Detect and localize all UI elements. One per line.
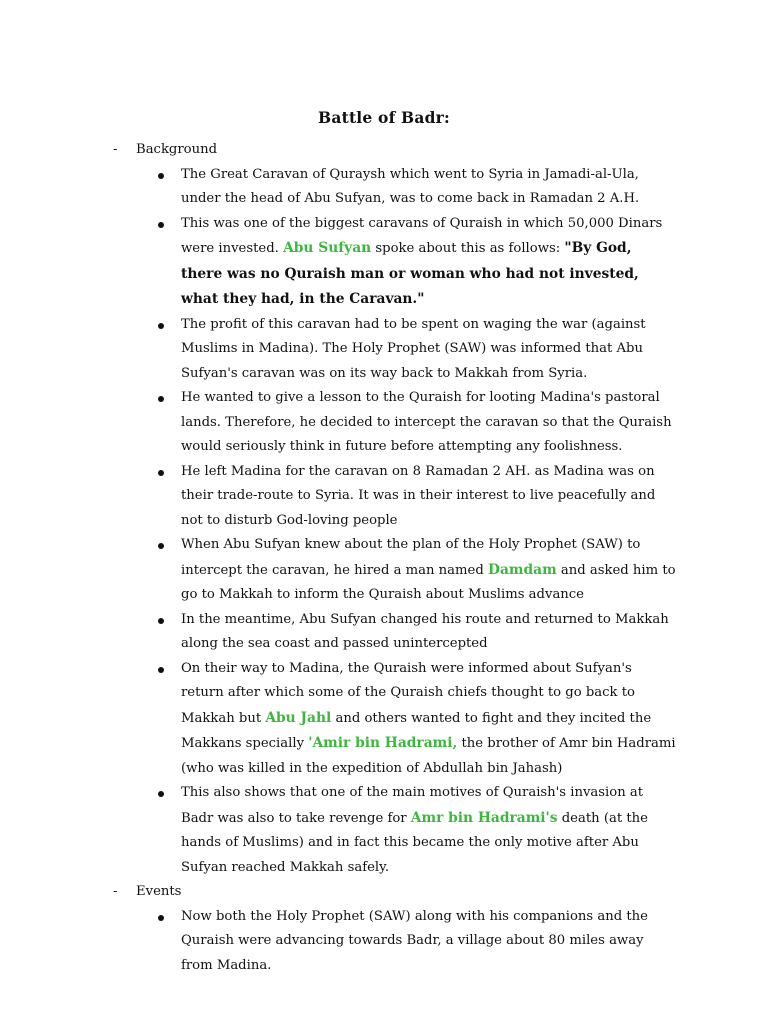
section-heading xyxy=(0,138,768,163)
bullet-item xyxy=(0,212,676,313)
text-segment: death (at the hands of Muslims) and in fact this became the only motive after Abu Sufyan reached Makkah safely. xyxy=(181,810,648,875)
text-segment: and others wanted to fight and they incited the Makkans specially xyxy=(181,710,652,751)
bullet-item xyxy=(0,533,676,608)
bullet-item xyxy=(0,905,676,979)
bullet-item xyxy=(0,386,676,460)
bullet-item xyxy=(0,313,676,387)
bullet-list xyxy=(0,905,768,979)
bullet-dot-icon xyxy=(158,323,164,329)
text-segment: He wanted to give a lesson to the Quraish for looting Madina's pastoral lands. Therefore, he decided to intercept the caravan so that the Quraish would seriously think in future before attempting any foolishness. xyxy=(181,390,672,454)
page-title: Battle of Badr: xyxy=(318,108,450,127)
text-segment: and asked him to go to Makkah to inform the Quraish about Muslims advance xyxy=(181,562,676,602)
highlighted-name: Abu Jahl xyxy=(265,709,332,726)
section xyxy=(0,880,768,978)
document-body xyxy=(0,138,768,978)
text-segment: This was one of the biggest caravans of Quraish in which 50,000 Dinars were invested. xyxy=(181,215,663,256)
text-segment: Now both the Holy Prophet (SAW) along with his companions and the Quraish were advancing towards Badr, a village about 80 miles away from Madina. xyxy=(181,908,648,973)
bullet-dot-icon xyxy=(158,618,164,624)
bullet-dot-icon xyxy=(158,470,164,476)
bold-quote: "By God, there was no Quraish man or woman who had not invested, what they had, in the Caravan." xyxy=(181,240,639,307)
section-heading xyxy=(0,880,768,905)
highlighted-name: Damdam xyxy=(487,561,557,578)
bullet-item xyxy=(0,460,676,534)
text-segment: This also shows that one of the main motives of Quraish's invasion at Badr was also to take revenge for xyxy=(181,785,644,826)
bullet-dot-icon xyxy=(158,543,164,549)
bullet-item xyxy=(0,781,676,880)
bullet-item xyxy=(0,163,676,212)
section xyxy=(0,138,768,880)
bullet-dot-icon xyxy=(158,396,164,402)
bullet-dot-icon xyxy=(158,173,164,179)
text-segment: He left Madina for the caravan on 8 Ramadan 2 AH. as Madina was on their trade-route to Syria. It was in their interest to live peacefully and not to disturb God-loving people xyxy=(181,463,656,528)
text-segment: The profit of this caravan had to be spent on waging the war (against Muslims in Madina). The Holy Prophet (SAW) was informed that Abu Sufyan's caravan was on its way back to Makkah from Syria. xyxy=(181,316,646,381)
highlighted-name: Abu Sufyan xyxy=(283,240,372,256)
dash-marker: - xyxy=(113,142,118,157)
bullet-item xyxy=(0,608,676,657)
bullet-dot-icon xyxy=(158,915,164,921)
bullet-list xyxy=(0,163,768,881)
text-segment: the brother of Amr bin Hadrami (who was killed in the expedition of Abdullah bin Jahash) xyxy=(181,736,676,776)
text-segment: In the meantime, Abu Sufyan changed his route and returned to Makkah along the sea coast and passed unintercepted xyxy=(181,611,669,651)
bullet-item xyxy=(0,657,676,782)
bullet-dot-icon xyxy=(158,791,164,797)
text-segment: When Abu Sufyan knew about the plan of the Holy Prophet (SAW) to intercept the caravan, he hired a man named xyxy=(181,537,641,578)
text-segment: On their way to Madina, the Quraish were informed about Sufyan's return after which some of the Quraish chiefs thought to go back to Makkah but xyxy=(181,660,635,726)
highlighted-name: Amr bin Hadrami's xyxy=(410,809,558,826)
dash-marker: - xyxy=(113,884,118,899)
section-label: Events xyxy=(136,884,182,899)
bullet-dot-icon xyxy=(158,222,164,228)
bullet-dot-icon xyxy=(158,667,164,673)
text-segment: spoke about this as follows: xyxy=(371,241,565,256)
section-label: Background xyxy=(136,142,218,157)
highlighted-name: 'Amir bin Hadrami, xyxy=(308,735,458,751)
text-segment: The Great Caravan of Quraysh which went to Syria in Jamadi-al-Ula, under the head of Abu Sufyan, was to come back in Ramadan 2 A.H. xyxy=(181,166,640,206)
